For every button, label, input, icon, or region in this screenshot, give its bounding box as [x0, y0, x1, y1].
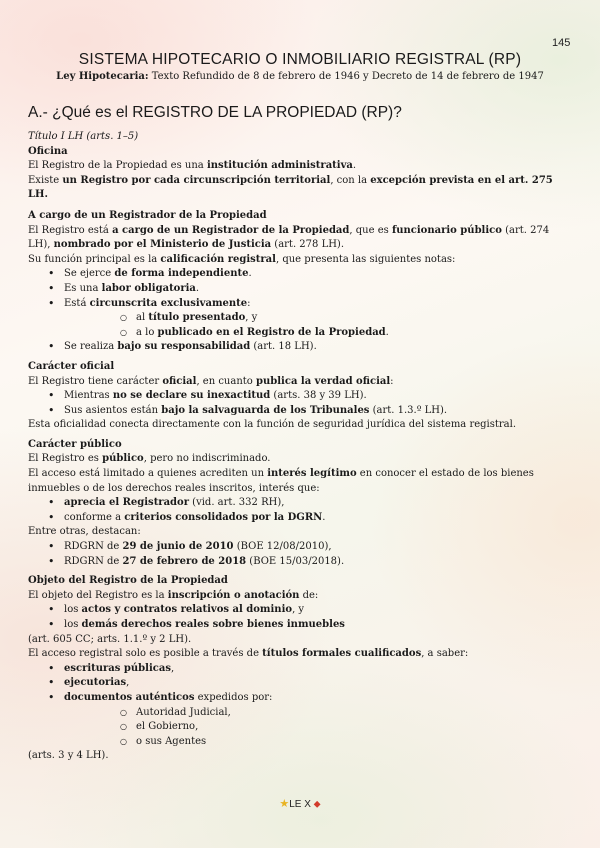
oficina-title: Oficina: [28, 145, 68, 157]
star-icon: ★: [279, 798, 290, 810]
cargo-line-1: El Registro está a cargo de un Registrador de la Propiedad, que es funcionario público (art. 274 LH), nombrado por el Ministerio de Justicia (art. 278 LH).: [28, 224, 550, 251]
list-item: • Sus asientos están bajo la salvaguarda de los Tribunales (art. 1.3.º LH).: [28, 404, 558, 419]
objeto-line-4: (arts. 3 y 4 LH).: [28, 750, 109, 762]
page-title: SISTEMA HIPOTECARIO O INMOBILIARIO REGISTRAL (RP): [78, 51, 522, 68]
rdgrn-list: [28, 540, 558, 569]
section-heading: A.- ¿Qué es el REGISTRO DE LA PROPIEDAD (RP)?: [28, 104, 402, 121]
publico-line-2: El acceso está limitado a quienes acrediten un interés legítimo en conocer el estado de los bienes inmuebles o de los derechos reales inscritos, interés que:: [28, 468, 534, 494]
sub-list-item: ○ el Gobierno,: [64, 720, 558, 735]
titulos-list: [28, 662, 558, 750]
oficina-line-2: Existe un Registro por cada circunscripción territorial, con la excepción prevista en el art. 275 LH.: [28, 174, 553, 201]
main-content: [28, 130, 558, 764]
objeto-line-1: El objeto del Registro es la inscripción o anotación de:: [28, 589, 319, 601]
list-item: • escrituras públicas,: [28, 662, 558, 677]
footer-logo: [0, 797, 600, 810]
list-item: • Mientras no se declare su inexactitud (arts. 38 y 39 LH).: [28, 389, 558, 404]
footer-text: LE X: [289, 799, 311, 810]
publico-line-3: Entre otras, destacan:: [28, 526, 141, 538]
list-item: • conforme a criterios consolidados por la DGRN.: [28, 511, 558, 526]
oficina-line-1: El Registro de la Propiedad es una institución administrativa.: [28, 160, 357, 172]
sub-list-item: ○ Autoridad Judicial,: [64, 706, 558, 721]
list-item: • los demás derechos reales sobre bienes inmuebles: [28, 618, 558, 633]
list-item: • Es una labor obligatoria.: [28, 282, 558, 297]
page-subtitle: [0, 71, 600, 82]
objeto-line-2: (art. 605 CC; arts. 1.1.º y 2 LH).: [28, 633, 192, 645]
publico-line-1: El Registro es público, pero no indiscriminado.: [28, 453, 271, 465]
page-number: 145: [552, 37, 571, 49]
oficial-title: Carácter oficial: [28, 360, 115, 372]
sub-list-item: ○ o sus Agentes: [64, 735, 558, 750]
sub-list-item: ○ a lo publicado en el Registro de la Propiedad.: [64, 326, 558, 341]
list-item: [28, 691, 558, 749]
oficial-line-1: El Registro tiene carácter oficial, en cuanto publica la verdad oficial:: [28, 375, 394, 387]
list-item: • RDGRN de 27 de febrero de 2018 (BOE 15/03/2018).: [28, 555, 558, 570]
subtitle-bold: Ley Hipotecaria:: [56, 71, 149, 82]
list-item: [28, 297, 558, 341]
oficial-list: [28, 389, 558, 418]
cargo-line-2: Su función principal es la calificación registral, que presenta las siguientes notas:: [28, 253, 456, 265]
objeto-list: [28, 603, 558, 632]
list-item-text: Está circunscrita exclusivamente:: [64, 297, 251, 309]
cargo-list: [28, 267, 558, 355]
list-item: • los actos y contratos relativos al dominio, y: [28, 603, 558, 618]
sub-list: [64, 706, 558, 750]
list-item: • ejecutorias,: [28, 676, 558, 691]
sub-list: [64, 311, 558, 340]
titulo-reference: Título I LH (arts. 1–5): [28, 131, 139, 142]
publico-list: [28, 496, 558, 525]
list-item: • Se ejerce de forma independiente.: [28, 267, 558, 282]
objeto-line-3: El acceso registral solo es posible a través de títulos formales cualificados, a saber:: [28, 648, 469, 660]
cargo-title: A cargo de un Registrador de la Propiedad: [28, 209, 267, 221]
oficial-line-2: Esta oficialidad conecta directamente con la función de seguridad jurídica del sistema registral.: [28, 419, 517, 431]
list-item: • aprecia el Registrador (vid. art. 332 RH),: [28, 496, 558, 511]
list-item: • Se realiza bajo su responsabilidad (art. 18 LH).: [28, 340, 558, 355]
objeto-title: Objeto del Registro de la Propiedad: [28, 575, 228, 587]
subtitle-rest: Texto Refundido de 8 de febrero de 1946 y Decreto de 14 de febrero de 1947: [148, 71, 544, 82]
list-item: • RDGRN de 29 de junio de 2010 (BOE 12/08/2010),: [28, 540, 558, 555]
list-item-text: documentos auténticos expedidos por:: [64, 691, 273, 703]
drop-icon: ⬥: [313, 799, 321, 810]
publico-title: Carácter público: [28, 438, 122, 450]
sub-list-item: ○ al título presentado, y: [64, 311, 558, 326]
